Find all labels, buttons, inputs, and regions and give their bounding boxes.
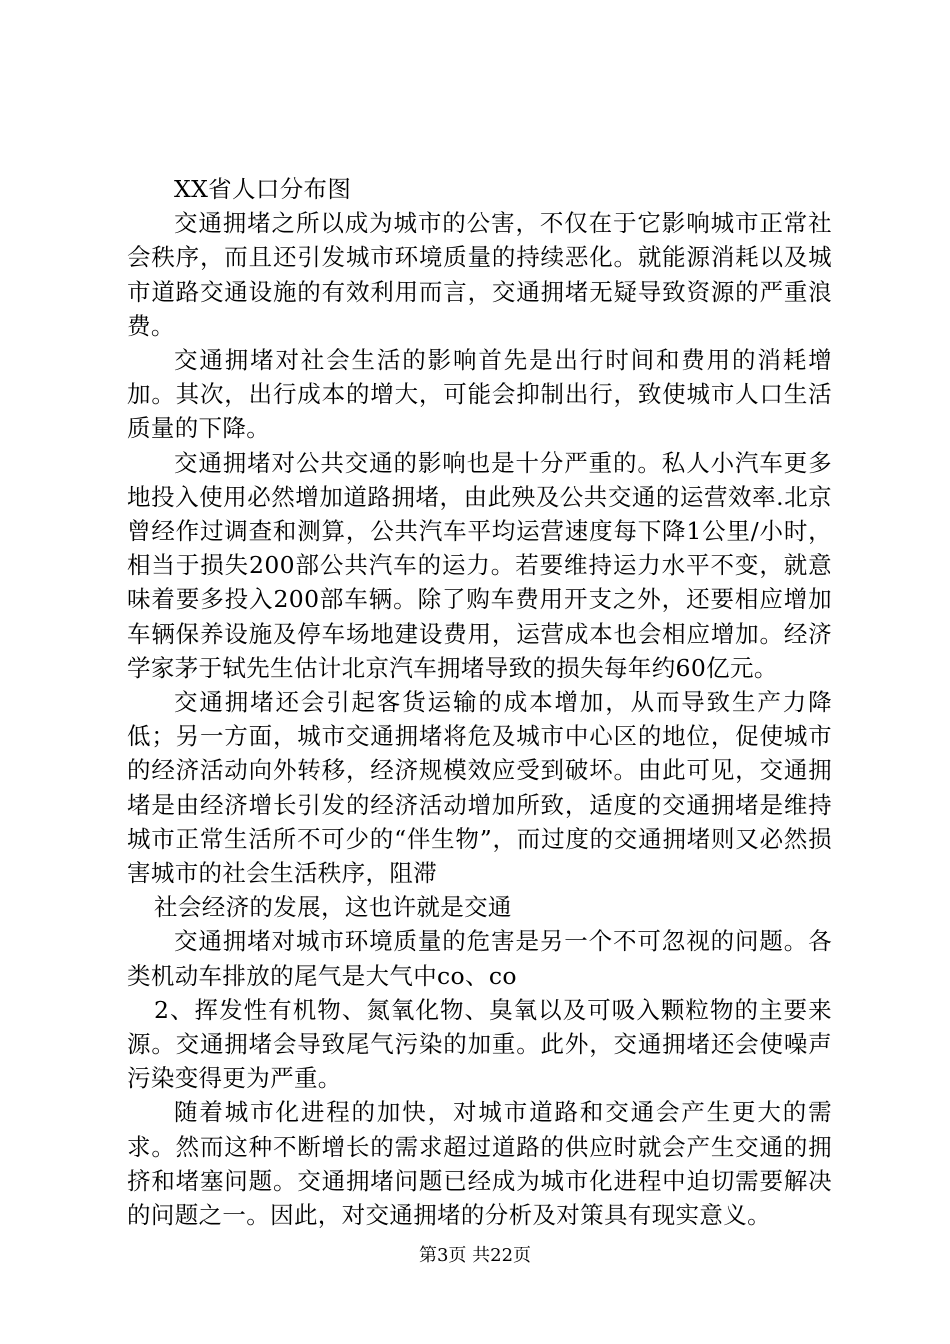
page-number: 第3页 共22页 [418, 1245, 532, 1266]
document-body [127, 172, 832, 1232]
paragraph-6: 交通拥堵对城市环境质量的危害是另一个不可忽视的问题。各类机动车排放的尾气是大气中co、co [127, 927, 832, 990]
paragraph-7: 2、挥发性有机物、氮氧化物、臭氧以及可吸入颗粒物的主要来源。交通拥堵会导致尾气污染的加重。此外，交通拥堵还会使噪声污染变得更为严重。 [127, 995, 832, 1093]
paragraph-1: 交通拥堵之所以成为城市的公害，不仅在于它影响城市正常社会秩序，而且还引发城市环境质量的持续恶化。就能源消耗以及城市道路交通设施的有效利用而言，交通拥堵无疑导致资源的严重浪费。 [127, 209, 832, 340]
paragraph-4: 交通拥堵还会引起客货运输的成本增加，从而导致生产力降低；另一方面，城市交通拥堵将危及城市中心区的地位，促使城市的经济活动向外转移，经济规模效应受到破坏。由此可见，交通拥堵是由经济增长引发的经济活动增加所致，适度的交通拥堵是维持城市正常生活所不可少的“伴生物”，而过度的交通拥堵则又必然损害城市的社会生活秩序，阻滞 [127, 688, 832, 888]
document-title: XX省人口分布图 [174, 175, 352, 203]
paragraph-3: 交通拥堵对公共交通的影响也是十分严重的。私人小汽车更多地投入使用必然增加道路拥堵，由此殃及公共交通的运营效率.北京曾经作过调查和测算，公共汽车平均运营速度每下降1公里/小时，相当于损失200部公共汽车的运力。若要维持运力水平不变，就意味着要多投入200部车辆。除了购车费用开支之外，还要相应增加车辆保养设施及停车场地建设费用，运营成本也会相应增加。经济学家茅于轼先生估计北京汽车拥堵导致的损失每年约60亿元。 [127, 448, 833, 682]
paragraph-8: 随着城市化进程的加快，对城市道路和交通会产生更大的需求。然而这种不断增长的需求超过道路的供应时就会产生交通的拥挤和堵塞问题。交通拥堵问题已经成为城市化进程中迫切需要解决的问题之一。因此，对交通拥堵的分析及对策具有现实意义。 [127, 1098, 832, 1230]
paragraph-2: 交通拥堵对社会生活的影响首先是出行时间和费用的消耗增加。其次，出行成本的增大，可能会抑制出行，致使城市人口生活质量的下降。 [127, 346, 832, 443]
paragraph-5: 社会经济的发展，这也许就是交通 [154, 893, 512, 922]
page-footer [0, 1244, 950, 1268]
